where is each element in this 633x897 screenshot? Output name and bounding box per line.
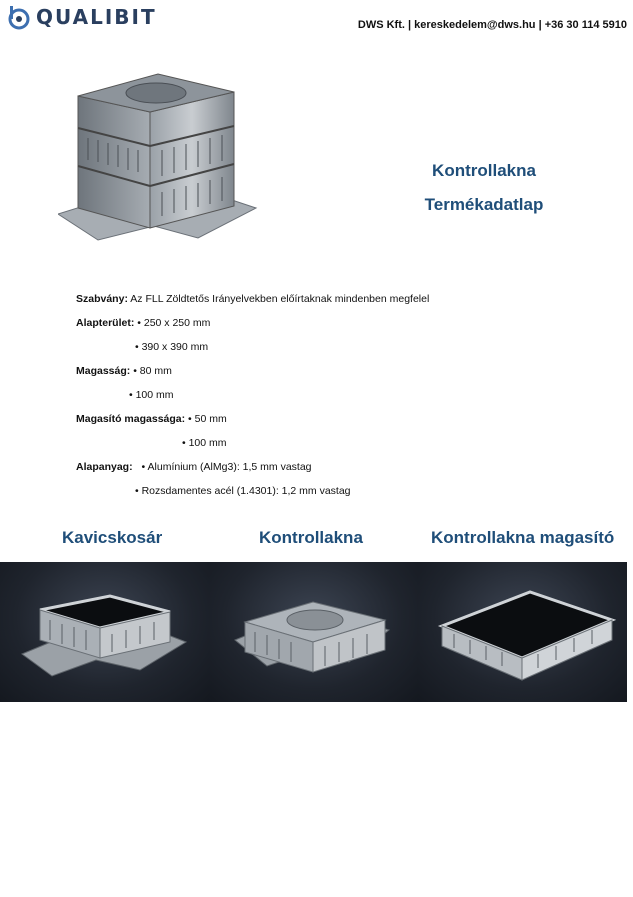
spec-height-label: Magasság: bbox=[76, 365, 131, 377]
spec-area-label: Alapterület: bbox=[76, 317, 135, 329]
product-titles bbox=[0, 528, 633, 556]
gallery-image-extender bbox=[418, 562, 627, 702]
spec-material bbox=[76, 455, 429, 479]
spec-height-value-1: • 80 mm bbox=[133, 365, 172, 377]
product-title-inspection-chamber: Kontrollakna bbox=[259, 528, 363, 547]
document-title bbox=[422, 154, 546, 222]
spec-extender-label: Magasító magassága: bbox=[76, 413, 186, 425]
spec-extender-value-2: • 100 mm bbox=[182, 437, 227, 449]
spec-height-value-2: • 100 mm bbox=[129, 389, 174, 401]
spec-extender bbox=[76, 407, 429, 431]
product-title-extender: Kontrollakna magasító bbox=[431, 528, 615, 547]
spec-standard-label: Szabvány: bbox=[76, 293, 128, 305]
spec-area-cont bbox=[76, 335, 429, 359]
extender-image bbox=[418, 562, 627, 702]
header-contact: DWS Kft. | kereskedelem@dws.hu | +36 30 114 5910 bbox=[357, 19, 627, 31]
spec-material-value-2: • Rozsdamentes acél (1.4301): 1,2 mm vastag bbox=[135, 485, 351, 497]
spec-height bbox=[76, 359, 429, 383]
spec-area-value-2: • 390 x 390 mm bbox=[135, 341, 209, 353]
spec-area-value-1: • 250 x 250 mm bbox=[137, 317, 211, 329]
spec-material-value-1: • Alumínium (AlMg3): 1,5 mm vastag bbox=[141, 461, 312, 473]
spec-material-label: Alapanyag: bbox=[76, 461, 133, 473]
spec-standard-value: Az FLL Zöldtetős Irányelvekben előírtaknak mindenben megfelel bbox=[130, 293, 430, 305]
brand-name: QUALIBIT bbox=[36, 5, 157, 29]
inspection-chamber-image bbox=[209, 562, 418, 702]
spec-extender-cont bbox=[76, 431, 429, 455]
specifications bbox=[76, 287, 429, 503]
spec-area bbox=[76, 311, 429, 335]
hero-product-image bbox=[58, 68, 260, 244]
title-product-name: Kontrollakna bbox=[432, 161, 536, 180]
brand-logo bbox=[6, 4, 157, 30]
product-gallery bbox=[0, 562, 627, 702]
spec-extender-value-1: • 50 mm bbox=[188, 413, 227, 425]
gravel-basket-image bbox=[0, 562, 209, 702]
title-datasheet: Termékadatlap bbox=[424, 195, 544, 214]
gallery-image-gravel-basket bbox=[0, 562, 209, 702]
spec-standard bbox=[76, 287, 429, 311]
spec-material-cont bbox=[76, 479, 429, 503]
spec-height-cont bbox=[76, 383, 429, 407]
qualibit-logo-icon bbox=[6, 4, 32, 30]
gallery-image-inspection-chamber bbox=[209, 562, 418, 702]
product-title-gravel-basket: Kavicskosár bbox=[62, 528, 163, 547]
